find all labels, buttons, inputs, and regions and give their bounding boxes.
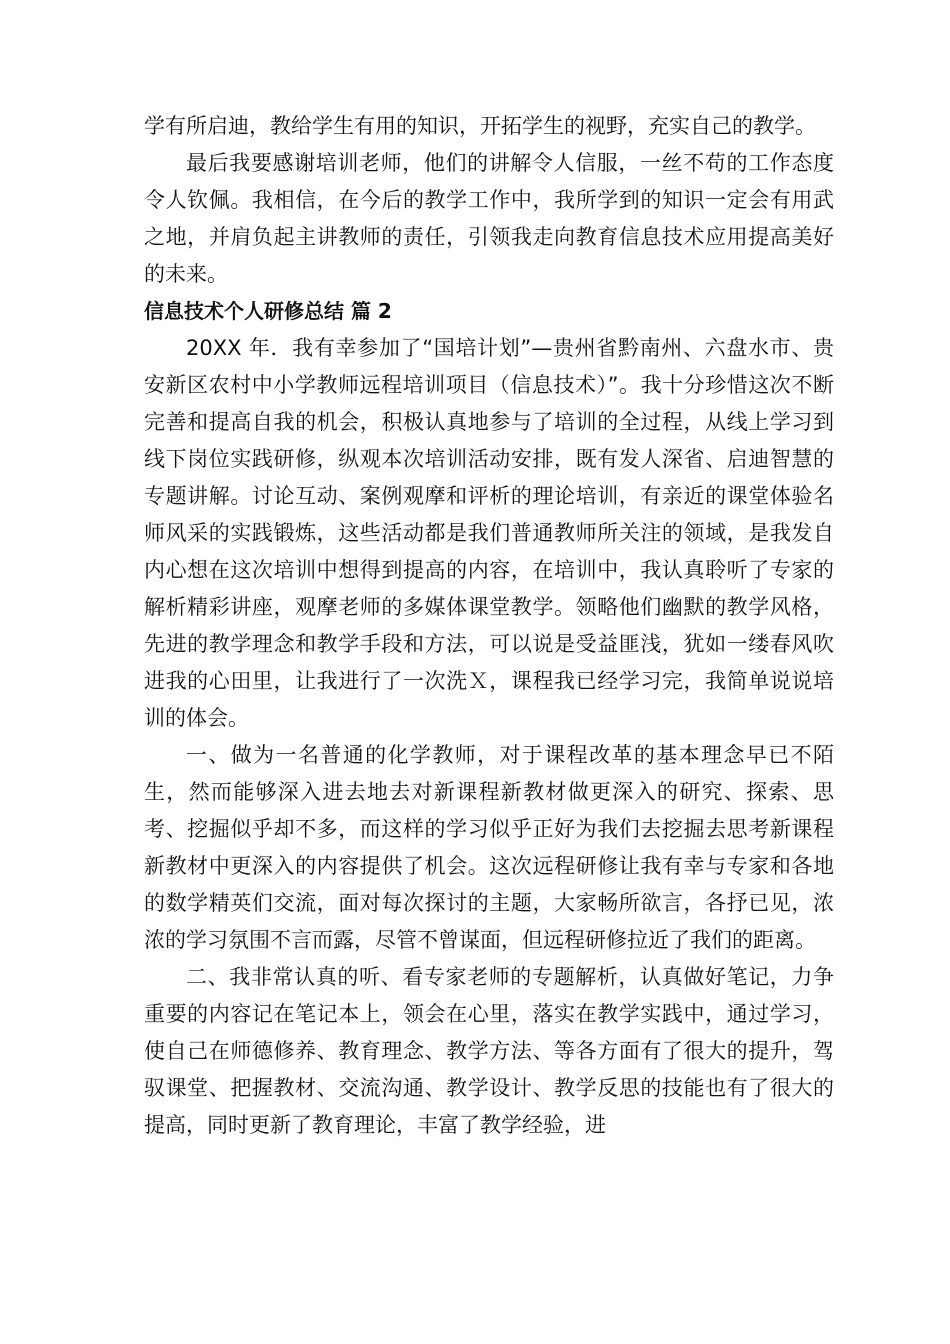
paragraph-intro: 20XX 年．我有幸参加了“国培计划”—贵州省黔南州、六盘水市、贵安新区农村中小学教师远程培训项目（信息技术）”。我十分珍惜这次不断完善和提高自我的机会，积极认真地参与了培训的全过程，从线上学习到线下岗位实践研修，纵观本次培训活动安排，既有发人深省、启迪智慧的专题讲解。讨论互动、案例观摩和评析的理论培训，有亲近的课堂体验名师风采的实践锻炼，这些活动都是我们普通教师所关注的领域，是我发自内心想在这次培训中想得到提高的内容，在培训中，我认真聆听了专家的解析精彩讲座，观摩老师的多媒体课堂教学。领略他们幽默的教学风格，先进的教学理念和教学手段和方法，可以说是受益匪浅，犹如一缕春风吹进我的心田里，让我进行了一次洗Ｘ，课程我已经学习完，我简单说说培训的体会。 xyxy=(144,336,834,730)
document-page xyxy=(144,108,834,1144)
section-heading: 信息技术个人研修总结 篇 2 xyxy=(144,299,392,323)
paragraph-point-two: 二、我非常认真的听、看专家老师的专题解析，认真做好笔记，力争重要的内容记在笔记本上，领会在心里，落实在教学实践中，通过学习，使自己在师德修养、教育理念、教学方法、等各方面有了很大的提升，驾驭课堂、把握教材、交流沟通、教学设计、教学反思的技能也有了很大的提高，同时更新了教育理论，丰富了教学经验，进 xyxy=(144,965,834,1137)
paragraph-point-one: 一、做为一名普通的化学教师，对于课程改革的基本理念早已不陌生，然而能够深入进去地去对新课程新教材做更深入的研究、探索、思考、挖掘似乎却不多，而这样的学习似乎正好为我们去挖掘去思考新课程新教材中更深入的内容提供了机会。这次远程研修让我有幸与专家和各地的数学精英们交流，面对每次探讨的主题，大家畅所欲言，各抒已见，浓浓的学习氛围不言而露，尽管不曾谋面，但远程研修拉近了我们的距离。 xyxy=(144,743,834,952)
paragraph-closing-thanks: 最后我要感谢培训老师，他们的讲解令人信服，一丝不苟的工作态度令人钦佩。我相信，在今后的教学工作中，我所学到的知识一定会有用武之地，并肩负起主讲教师的责任，引领我走向教育信息技术应用提高美好的未来。 xyxy=(144,151,834,286)
paragraph-continuation: 学有所启迪，教给学生有用的知识，开拓学生的视野，充实自己的教学。 xyxy=(144,114,816,138)
